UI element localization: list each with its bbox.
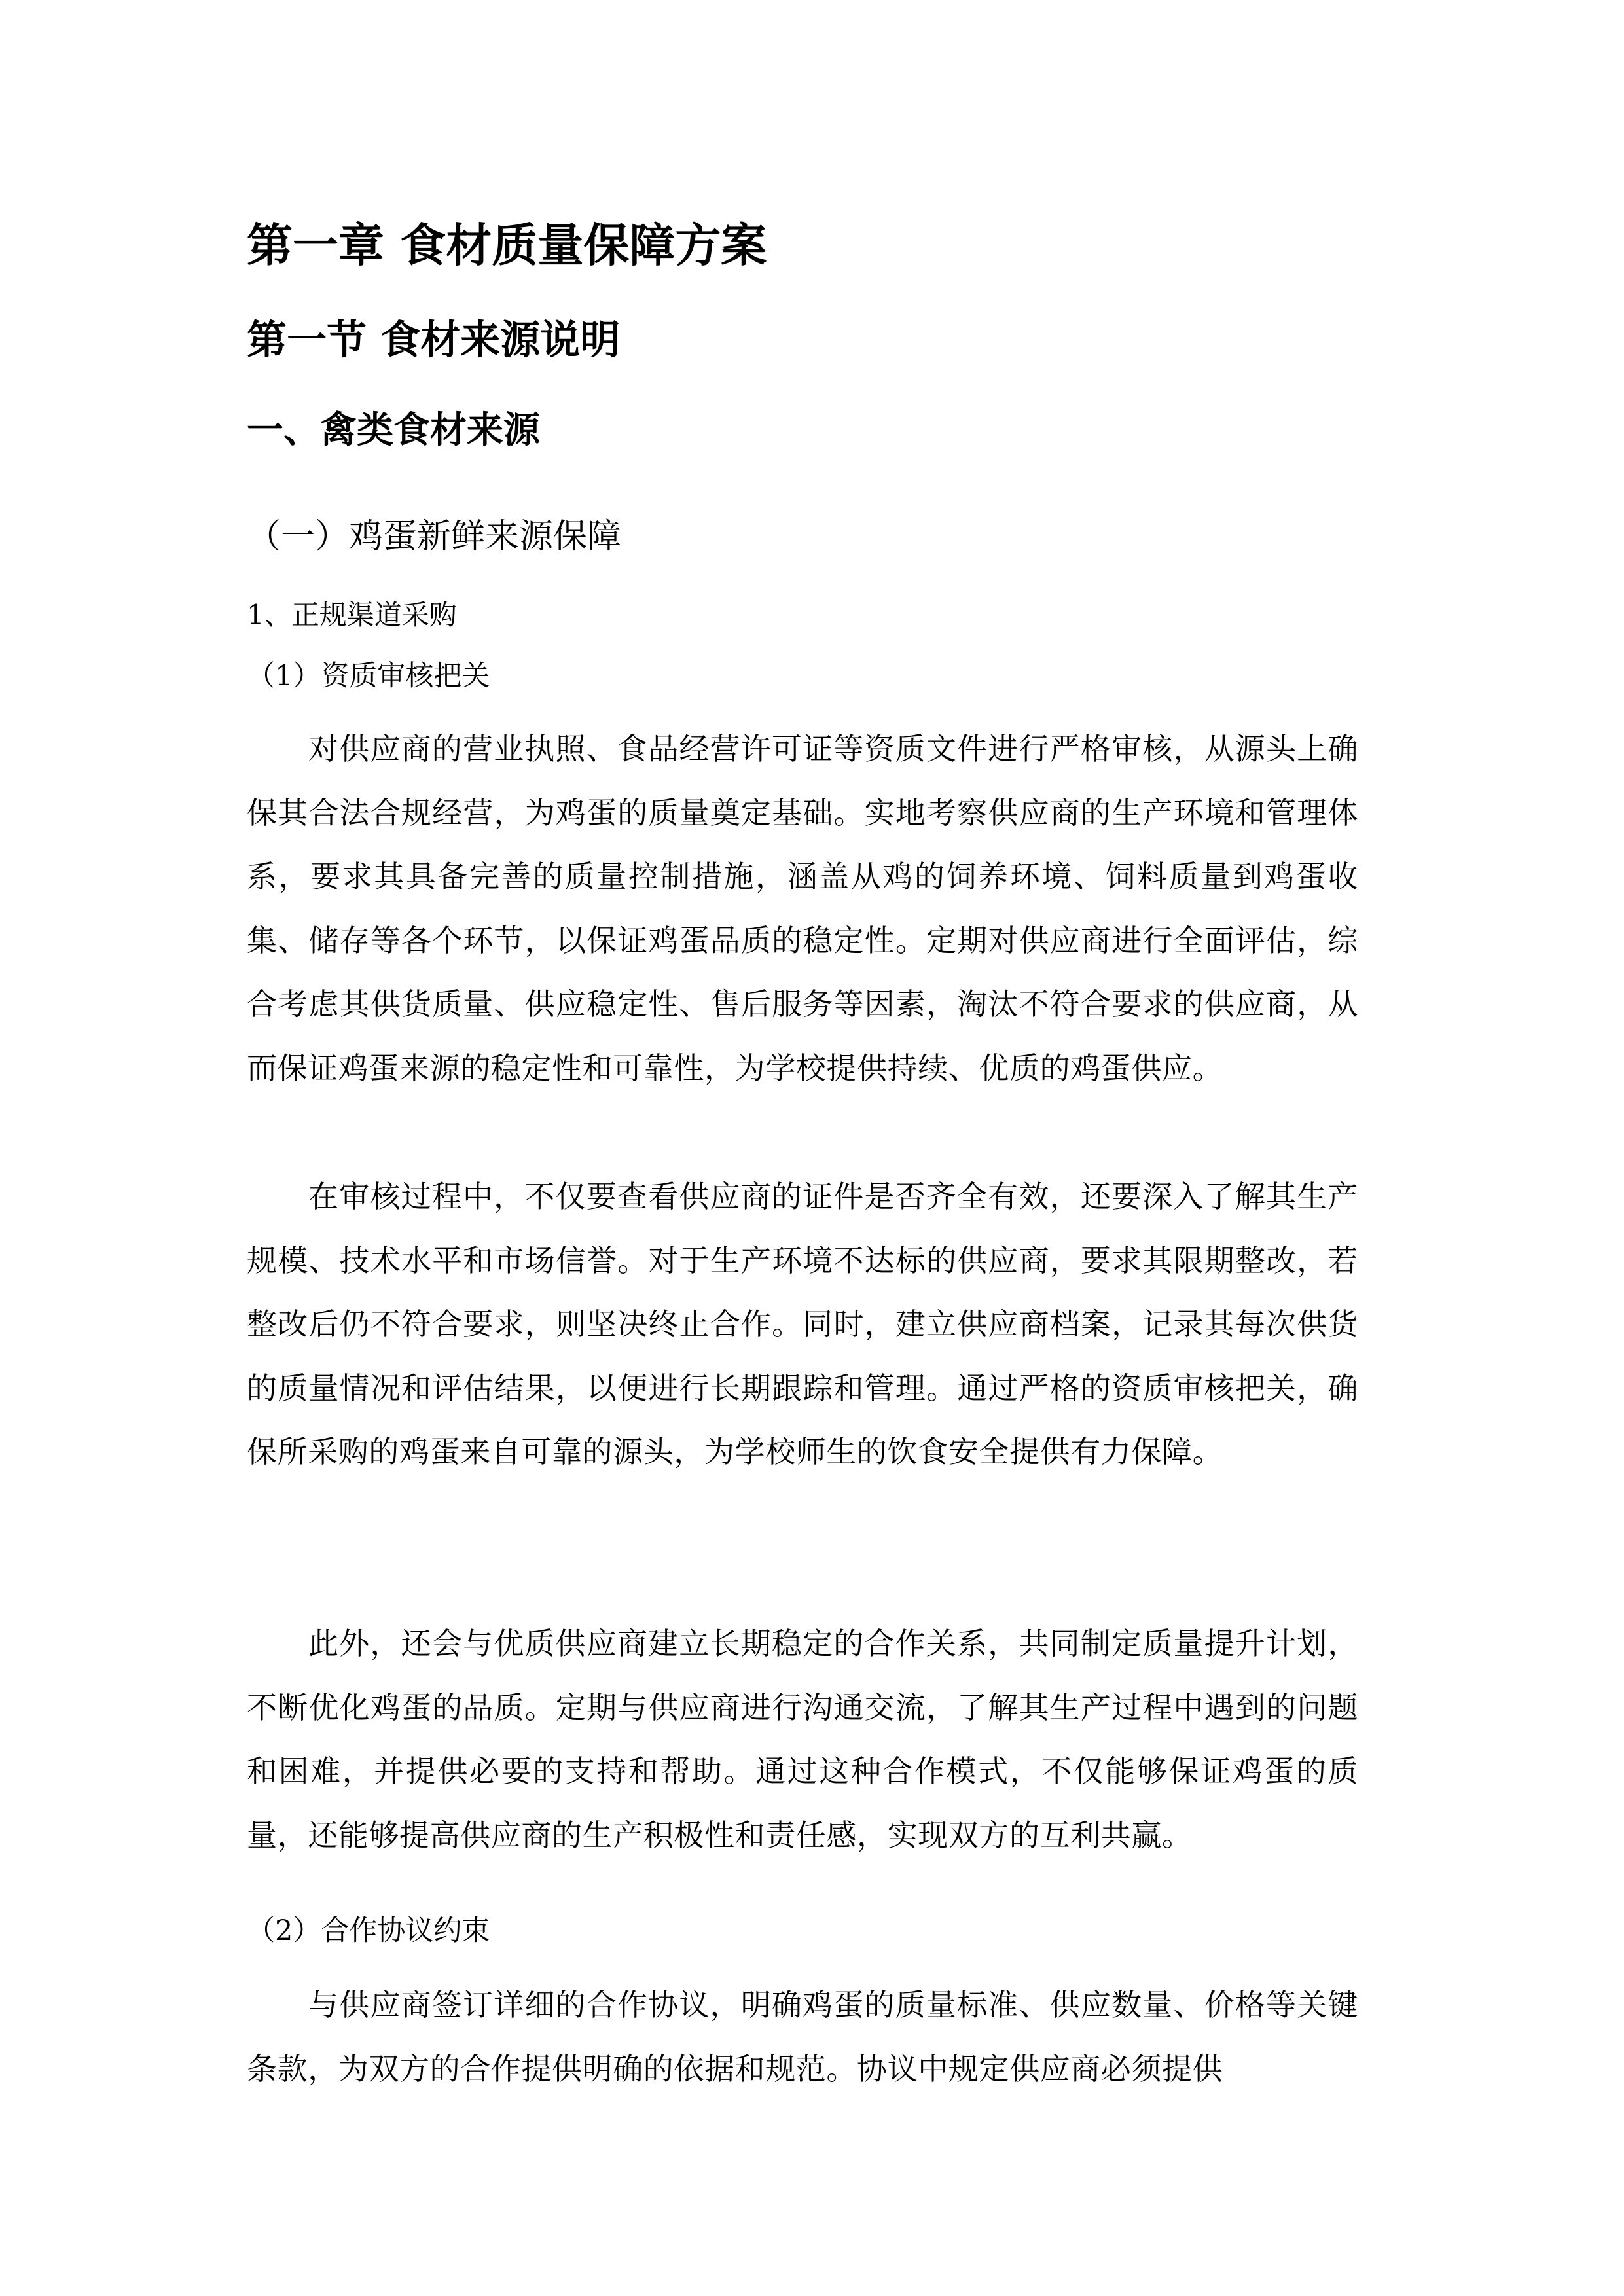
- section-title: 第一节 食材来源说明: [247, 317, 621, 363]
- paragraph-qualification-2: 在审核过程中，不仅要查看供应商的证件是否齐全有效，还要深入了解其生产规模、技术水平和市场信誉。对于生产环境不达标的供应商，要求其限期整改，若整改后仍不符合要求，则坚决终止合作。同时，建立供应商档案，记录其每次供货的质量情况和评估结果，以便进行长期跟踪和管理。通过严格的资质审核把关，确保所采购的鸡蛋来自可靠的源头，为学校师生的饮食安全提供有力保障。: [247, 1179, 1358, 1469]
- paragraph-qualification-3: 此外，还会与优质供应商建立长期稳定的合作关系，共同制定质量提升计划，不断优化鸡蛋的品质。定期与供应商进行沟通交流，了解其生产过程中遇到的问题和困难，并提供必要的支持和帮助。通过这种合作模式，不仅能够保证鸡蛋的质量，还能够提高供应商的生产积极性和责任感，实现双方的互利共赢。: [247, 1626, 1358, 1853]
- paragraph-cooperation-1: 与供应商签订详细的合作协议，明确鸡蛋的质量标准、供应数量、价格等关键条款，为双方的合作提供明确的依据和规范。协议中规定供应商必须提供: [247, 1987, 1358, 2087]
- paragraph-qualification-1: 对供应商的营业执照、食品经营许可证等资质文件进行严格审核，从源头上确保其合法合规经营，为鸡蛋的质量奠定基础。实地考察供应商的生产环境和管理体系，要求其具备完善的质量控制措施，涵盖从鸡的饲养环境、饲料质量到鸡蛋收集、储存等各个环节，以保证鸡蛋品质的稳定性。定期对供应商进行全面评估，综合考虑其供货质量、供应稳定性、售后服务等因素，淘汰不符合要求的供应商，从而保证鸡蛋来源的稳定性和可靠性，为学校提供持续、优质的鸡蛋供应。: [247, 731, 1358, 1086]
- subitem-title-qualification-review: （1）资质审核把关: [247, 660, 490, 692]
- subsection-title: 一、禽类食材来源: [247, 409, 540, 452]
- topic-title: （一）鸡蛋新鲜来源保障: [247, 517, 622, 556]
- subitem-title-cooperation-agreement: （2）合作协议约束: [247, 1914, 490, 1947]
- item-title: 1、正规渠道采购: [247, 599, 457, 631]
- chapter-title: 第一章 食材质量保障方案: [247, 219, 767, 272]
